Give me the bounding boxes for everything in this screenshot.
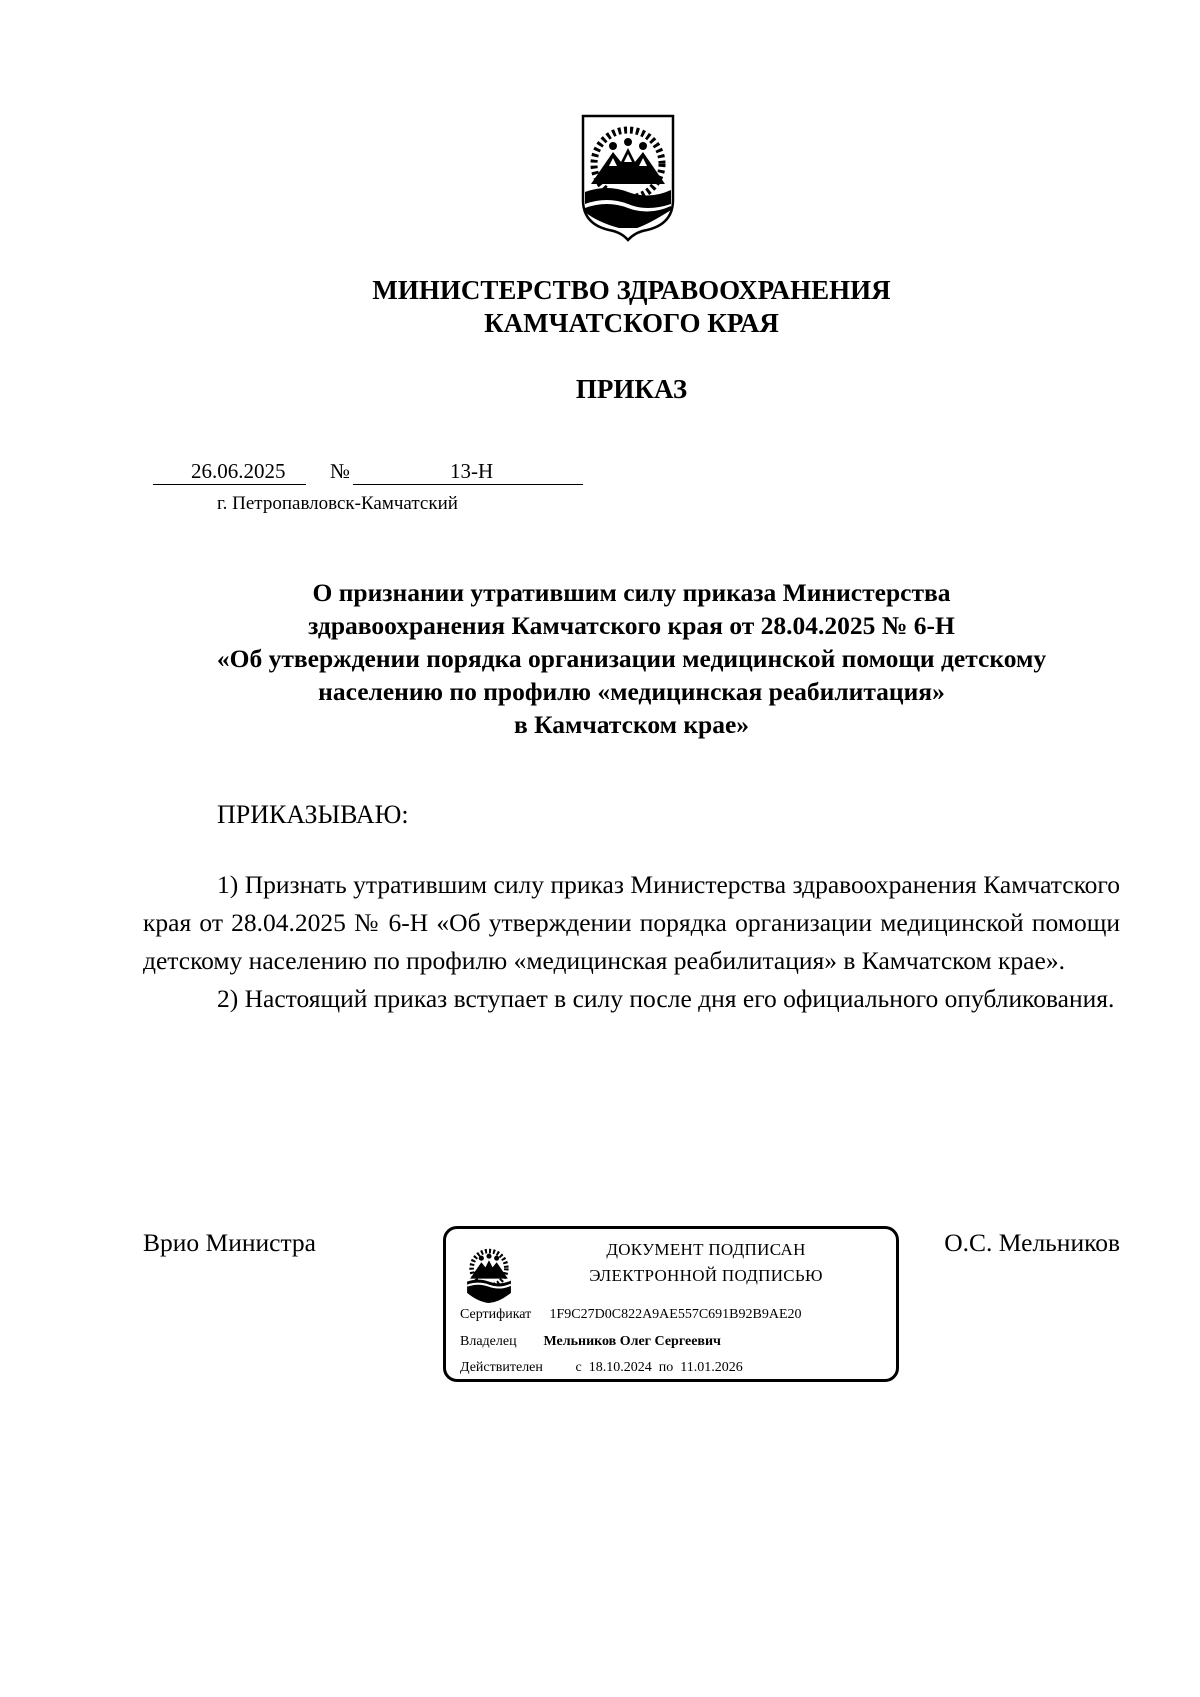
- title-line: здравоохранения Камчатского края от 28.04.2025 № 6-Н: [308, 611, 955, 640]
- certificate-row: [460, 1307, 802, 1323]
- stamp-heading: [526, 1237, 886, 1289]
- order-body: [143, 866, 1120, 1018]
- order-item-2: 2) Настоящий приказ вступает в силу после дня его официального опубликования.: [217, 984, 1115, 1013]
- signatory-name: О.С. Мельников: [944, 1228, 1120, 1257]
- title-line: в Камчатском крае»: [513, 710, 750, 739]
- org-line-2: КАМЧАТСКОГО КРАЯ: [484, 308, 779, 338]
- registration-line: [153, 459, 583, 487]
- owner-label: Владелец: [460, 1334, 517, 1349]
- document-title: [0, 576, 1200, 741]
- order-date: 26.06.2025: [191, 459, 286, 483]
- certificate-value: 1F9C27D0C822A9AE557C691B92B9AE20: [549, 1307, 802, 1322]
- valid-from-prefix: с: [575, 1360, 582, 1375]
- valid-to: 11.01.2026: [680, 1360, 743, 1375]
- number-sign: №: [330, 459, 351, 483]
- validity-label: Действителен: [460, 1360, 543, 1375]
- org-line-1: МИНИСТЕРСТВО ЗДРАВООХРАНЕНИЯ: [372, 275, 891, 305]
- valid-to-prefix: по: [658, 1360, 674, 1375]
- stamp-heading-line-1: ДОКУМЕНТ ПОДПИСАН: [606, 1240, 806, 1259]
- title-line: О признании утратившим силу приказа Министерства: [312, 578, 951, 607]
- order-item-1: 1) Признать утратившим силу приказ Министерства здравоохранения Камчатского края от 28.04.2025 № 6-Н «Об утверждении порядка организации медицинской помощи детскому населению по профилю «медицинская реабилитация» в Камчатском крае».: [143, 870, 1120, 975]
- certificate-label: Сертификат: [460, 1307, 532, 1322]
- orders-heading: ПРИКАЗЫВАЮ:: [217, 800, 409, 829]
- document-type: ПРИКАЗ: [575, 374, 688, 404]
- stamp-heading-line-2: ЭЛЕКТРОННОЙ ПОДПИСЬЮ: [589, 1266, 823, 1285]
- validity-row: [460, 1360, 743, 1376]
- electronic-signature-stamp: [443, 1226, 899, 1382]
- title-line: «Об утверждении порядка организации медицинской помощи детскому: [216, 644, 1047, 673]
- coat-of-arms-emblem: [577, 112, 679, 242]
- title-line: населению по профилю «медицинская реабилитация»: [318, 677, 945, 706]
- owner-row: [460, 1334, 721, 1350]
- coat-of-arms-icon: [463, 1241, 515, 1309]
- city: г. Петропавловск-Камчатский: [217, 493, 458, 514]
- valid-from: 18.10.2024: [588, 1360, 652, 1375]
- owner-value: Мельников Олег Сергеевич: [543, 1334, 721, 1349]
- organization-name: [0, 274, 1200, 340]
- order-number: 13-Н: [450, 459, 494, 483]
- signatory-position: Врио Министра: [143, 1228, 316, 1257]
